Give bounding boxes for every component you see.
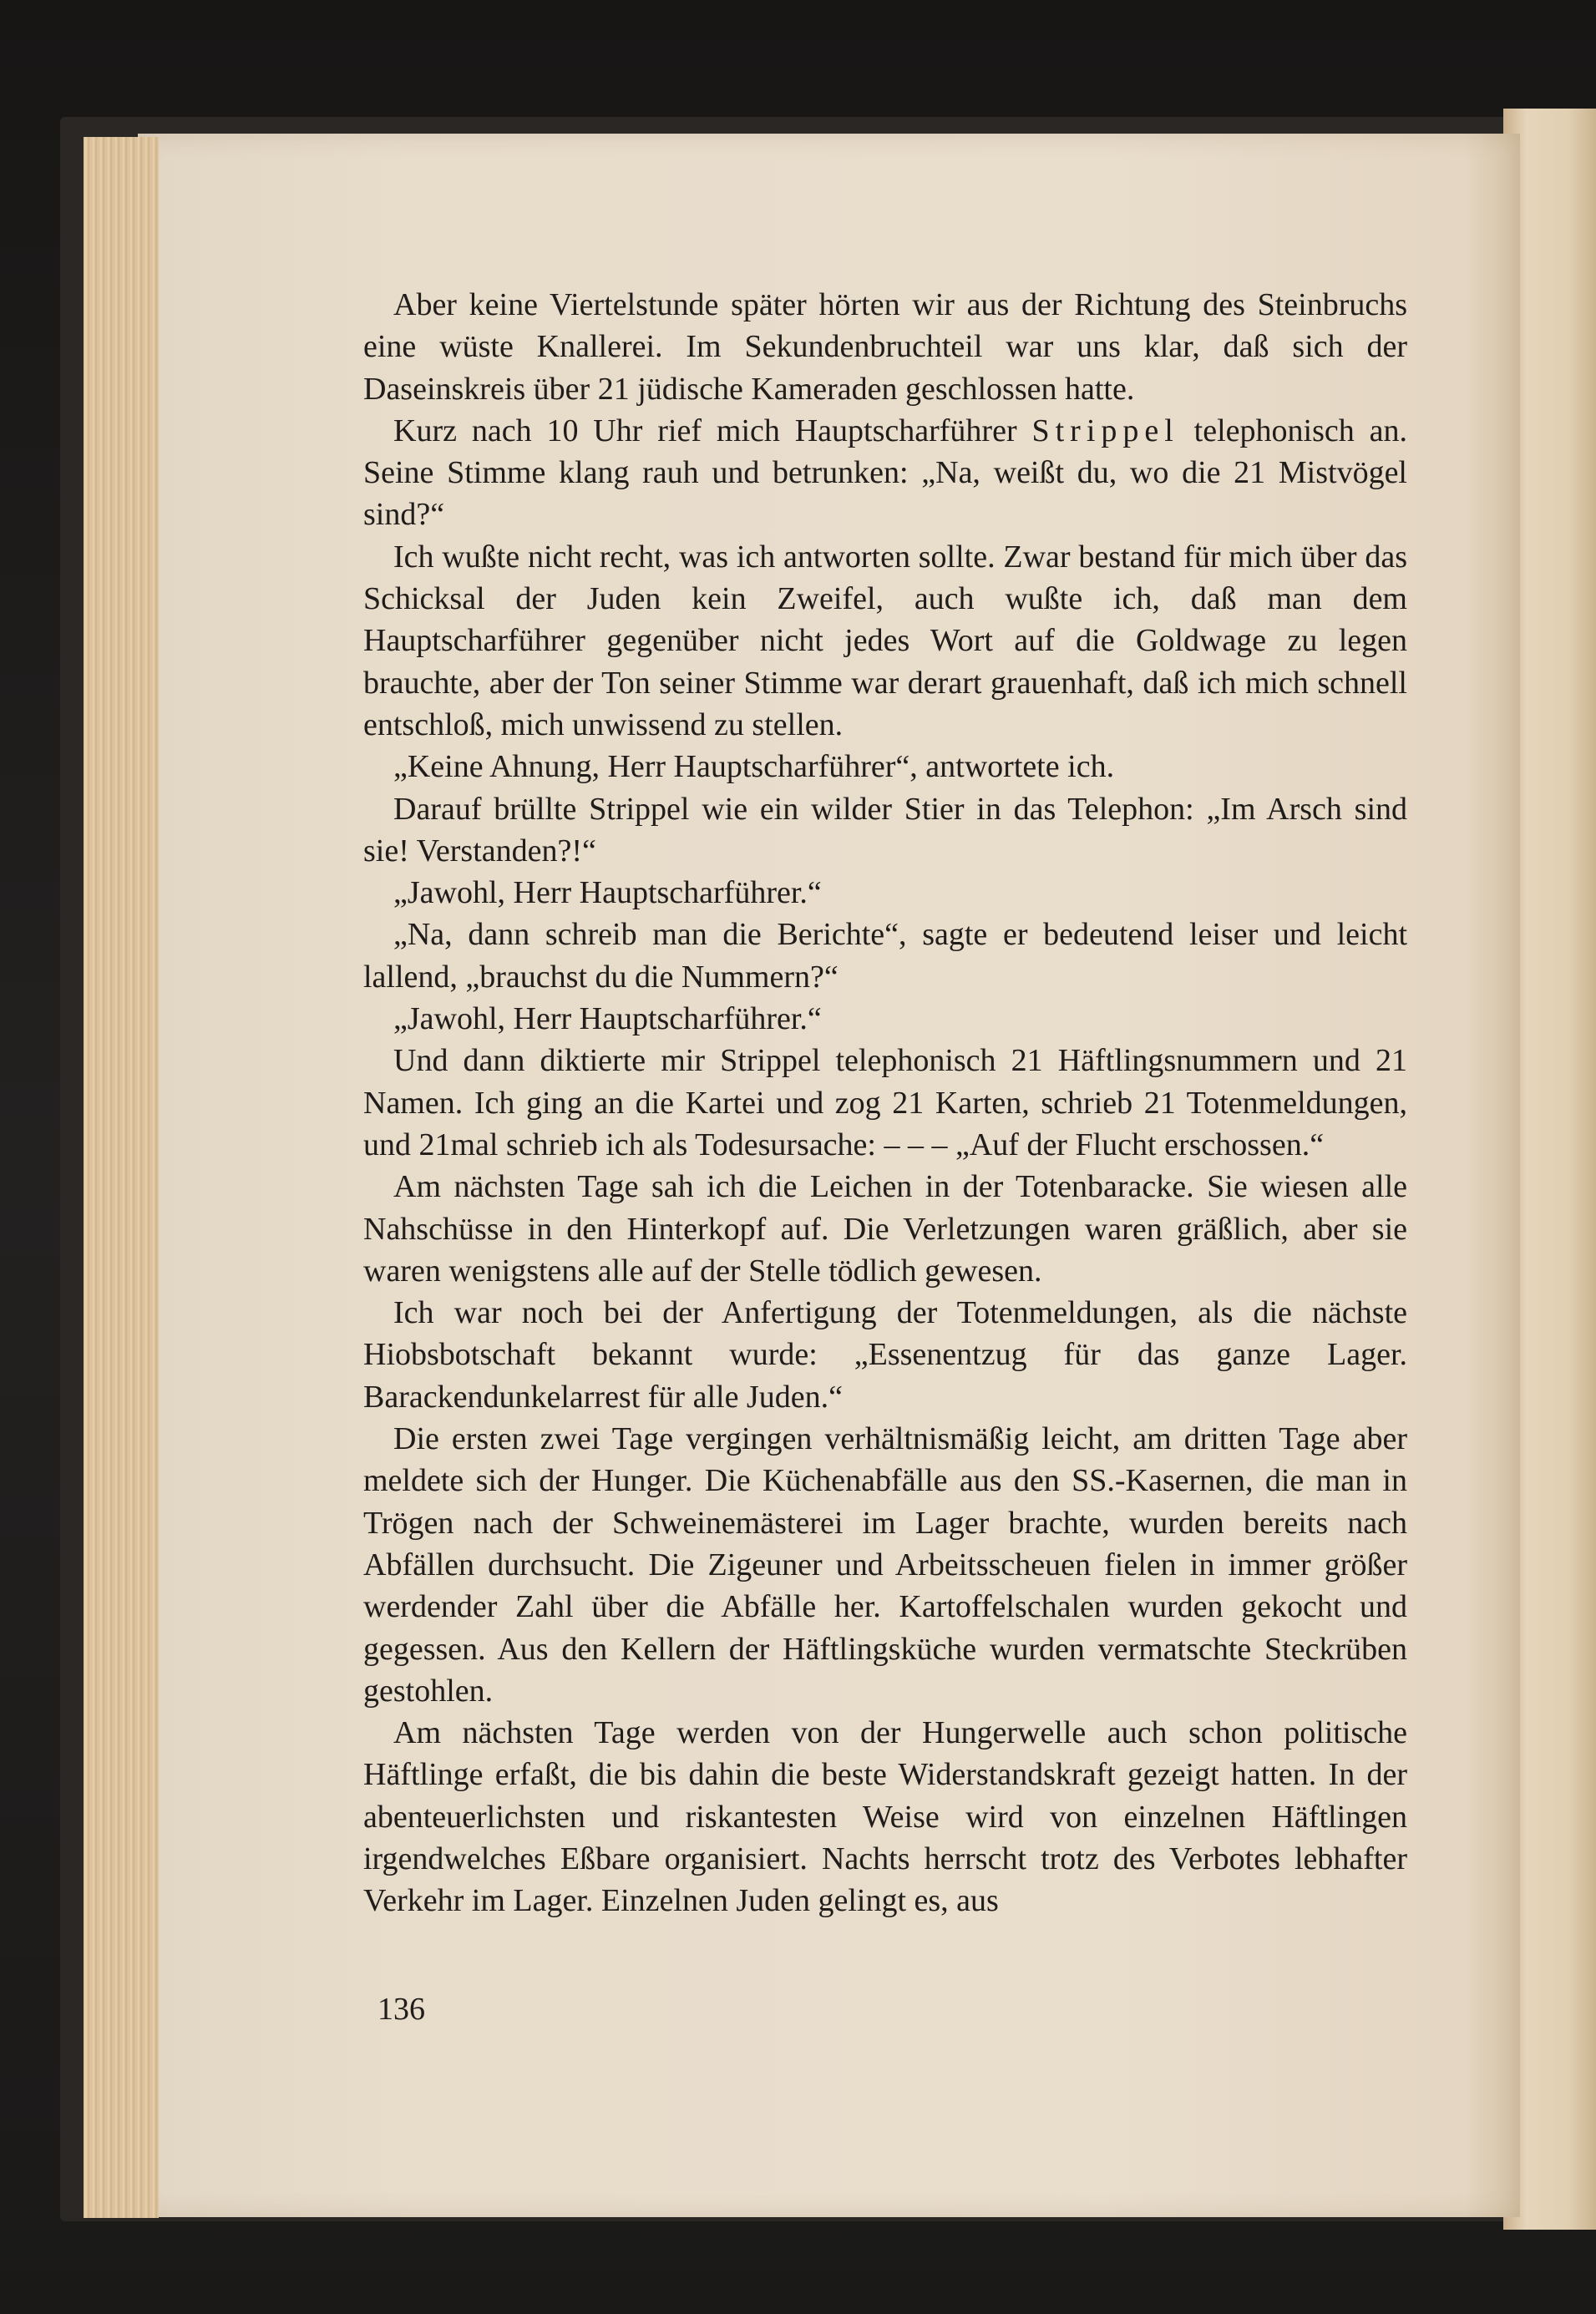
paragraph-6: „Jawohl, Herr Hauptscharführer.“ <box>393 875 822 911</box>
paragraph-2-end: telephonisch an. Seine Stimme klang rauh und betrunken: „Na, weißt du, wo die 21 Mistvögel sind?“ <box>363 413 1407 533</box>
paragraph-8: „Jawohl, Herr Hauptscharführer.“ <box>393 1001 822 1037</box>
paragraph-9: Und dann diktierte mir Strippel telephonisch 21 Häftlingsnummern und 21 Namen. Ich ging an die Kartei und zog 21 Karten, schrieb 21 Totenmeldungen, und 21mal schrieb ich als Todesursache: – – – „Auf der Flucht erschossen.“ <box>363 1043 1407 1162</box>
paragraph-13: Am nächsten Tage werden von der Hungerwelle auch schon politische Häftlinge erfaßt, die bis dahin die beste Widerstandskraft gezeigt hatten. In der abenteuerlichsten und riskantesten Weise wird von einzelnen Häftlingen irgendwelches Eßbare organisiert. Nachts herrscht trotz des Verbotes lebhafter Verkehr im Lager. Einzelnen Juden gelingt es, aus <box>363 1715 1407 1919</box>
page-text <box>363 284 1407 1922</box>
paragraph-4: „Keine Ahnung, Herr Hauptscharführer“, antwortete ich. <box>393 749 1115 785</box>
paragraph-12: Die ersten zwei Tage vergingen verhältnismäßig leicht, am dritten Tage aber meldete sich der Hunger. Die Küchenabfälle aus den SS.-Kasernen, die man in Trögen nach der Schweinemästerei im Lager brachte, wurden bereits nach Abfällen durchsucht. Die Zigeuner und Arbeitsscheuen fielen in immer größer werdender Zahl über die Abfälle her. Kartoffelschalen wurden gekocht und gegessen. Aus den Kellern der Häftlingsküche wurden vermatschte Steckrüben gestohlen. <box>363 1421 1407 1709</box>
paragraph-2-start: Kurz nach 10 Uhr rief mich Hauptscharführer <box>393 413 1032 448</box>
page-number: 136 <box>377 1992 425 2027</box>
paragraph-1: Aber keine Viertelstunde später hörten wir aus der Richtung des Steinbruchs eine wüste Knallerei. Im Sekundenbruchteil war uns klar, daß sich der Daseinskreis über 21 jüdische Kameraden geschlossen hatte. <box>363 287 1407 407</box>
spaced-name: Strippel <box>1031 413 1179 448</box>
paragraph-10: Am nächsten Tage sah ich die Leichen in der Totenbaracke. Sie wiesen alle Nahschüsse in den Hinterkopf auf. Die Verletzungen waren gräßlich, aber sie waren wenigstens alle auf der Stelle tödlich gewesen. <box>363 1169 1407 1289</box>
page-stack-edge <box>84 137 159 2218</box>
paragraph-11: Ich war noch bei der Anfertigung der Totenmeldungen, als die nächste Hiobsbotschaft bekannt wurde: „Essenentzug für das ganze Lager. Barackendunkelarrest für alle Juden.“ <box>363 1295 1407 1415</box>
paragraph-2 <box>363 410 1407 536</box>
paragraph-3: Ich wußte nicht recht, was ich antworten sollte. Zwar bestand für mich über das Schicksal der Juden kein Zweifel, auch wußte ich, daß man dem Hauptscharführer gegenüber nicht jedes Wort auf die Goldwage zu legen brauchte, aber der Ton seiner Stimme war derart grauenhaft, daß ich mich schnell entschloß, mich unwissend zu stellen. <box>363 539 1407 742</box>
paragraph-5: Darauf brüllte Strippel wie ein wilder Stier in das Telephon: „Im Arsch sind sie! Verstanden?!“ <box>363 791 1407 868</box>
paragraph-7: „Na, dann schreib man die Berichte“, sagte er bedeutend leiser und leicht lallend, „brauchst du die Nummern?“ <box>363 917 1407 995</box>
